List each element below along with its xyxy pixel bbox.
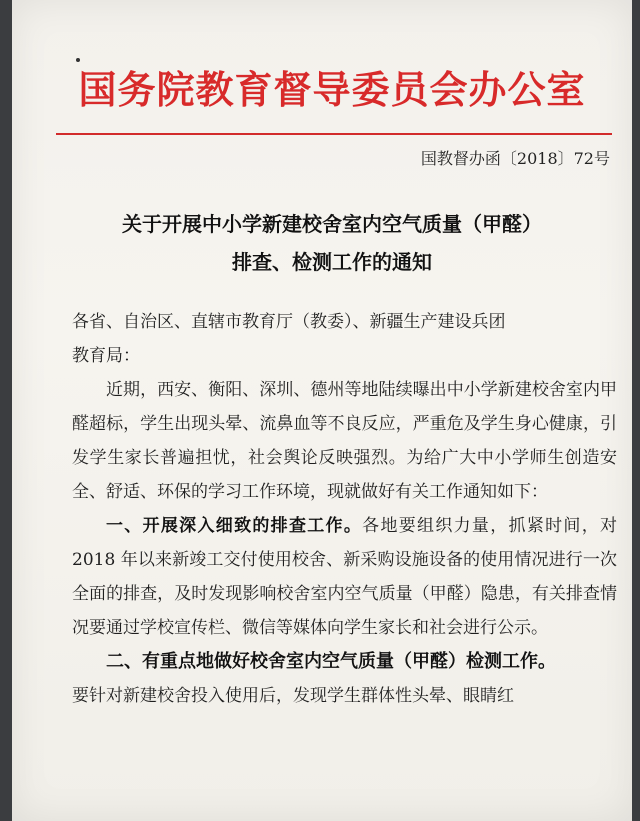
- document-number: 国教督办函〔2018〕72号: [420, 149, 610, 168]
- section1-text: 各地要组织力量，抓紧时间，对 2018 年以来新竣工交付使用校舍、新采购设施设备的使用情况进行一次全面的排查，及时发现影响校舍室内空气质量（甲醛）隐患，有关排查情况要通过学校宣传栏、微信等媒体向学生家长和社会进行公示。: [72, 516, 618, 638]
- section1-heading: 一、开展深入细致的排查工作。: [106, 516, 363, 536]
- letterhead-divider: [56, 133, 612, 135]
- paragraph-intro: 近期，西安、衡阳、深圳、德州等地陆续曝出中小学新建校舍室内甲醛超标，学生出现头晕、流鼻血等不良反应，严重危及学生身心健康，引发学生家长普遍担忧，社会舆论反映强烈。为给广大中小学师生创造安全、舒适、环保的学习工作环境，现就做好有关工作通知如下：: [72, 380, 617, 502]
- notice-title-line2: 排查、检测工作的通知: [232, 250, 432, 274]
- section2-text: 要针对新建校舍投入使用后，发现学生群体性头晕、眼睛红: [72, 686, 514, 706]
- notice-body: [72, 305, 617, 713]
- notice-title: [92, 205, 572, 281]
- section2-heading: 二、有重点地做好校舍室内空气质量（甲醛）检测工作。: [106, 651, 556, 672]
- notice-title-line1: 关于开展中小学新建校舍室内空气质量（甲醛）: [122, 212, 542, 236]
- salutation-line2: 教育局：: [72, 346, 140, 366]
- paragraph-section1: [72, 509, 617, 645]
- document-page: [12, 0, 632, 821]
- salutation-line1: 各省、自治区、直辖市教育厅（教委）、新疆生产建设兵团: [72, 312, 506, 332]
- letterhead-title: 国务院教育督导委员会办公室: [78, 67, 586, 112]
